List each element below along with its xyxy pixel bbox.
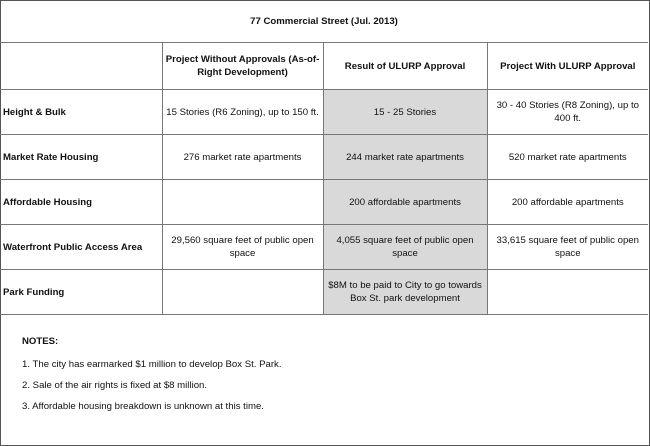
table-cell: 15 Stories (R6 Zoning), up to 150 ft. — [162, 90, 323, 135]
note-item: 1. The city has earmarked $1 million to develop Box St. Park. — [22, 359, 282, 370]
row-label: Affordable Housing — [0, 180, 162, 225]
table-title: 77 Commercial Street (Jul. 2013) — [0, 0, 648, 43]
note-item: 3. Affordable housing breakdown is unknown at this time. — [22, 401, 264, 412]
row-label: Park Funding — [0, 270, 162, 315]
table-cell: 200 affordable apartments — [487, 180, 648, 225]
table-cell: 276 market rate apartments — [162, 135, 323, 180]
row-label: Waterfront Public Access Area — [0, 225, 162, 270]
table-cell: 4,055 square feet of public open space — [323, 225, 487, 270]
row-label: Market Rate Housing — [0, 135, 162, 180]
table-cell: 33,615 square feet of public open space — [487, 225, 648, 270]
title-row — [0, 0, 648, 43]
table-cell: 29,560 square feet of public open space — [162, 225, 323, 270]
table-row — [0, 270, 648, 315]
col-header-with-approval: Project With ULURP Approval — [487, 43, 648, 90]
table-cell: 30 - 40 Stories (R8 Zoning), up to 400 ft. — [487, 90, 648, 135]
header-row — [0, 43, 648, 90]
table-cell — [487, 270, 648, 315]
table-row — [0, 90, 648, 135]
corner-cell — [0, 43, 162, 90]
col-header-ulurp-result: Result of ULURP Approval — [323, 43, 487, 90]
table-cell: 15 - 25 Stories — [323, 90, 487, 135]
col-header-without-approvals: Project Without Approvals (As-of-Right Development) — [162, 43, 323, 90]
table-cell: 200 affordable apartments — [323, 180, 487, 225]
table-cell: $8M to be paid to City to go towards Box St. park development — [323, 270, 487, 315]
row-label: Height & Bulk — [0, 90, 162, 135]
notes-heading: NOTES: — [22, 336, 59, 347]
notes-section — [22, 336, 282, 422]
table-row — [0, 180, 648, 225]
table-cell — [162, 180, 323, 225]
table-cell: 244 market rate apartments — [323, 135, 487, 180]
table-row — [0, 135, 648, 180]
note-item: 2. Sale of the air rights is fixed at $8 million. — [22, 380, 208, 391]
table-row — [0, 225, 648, 270]
table-cell — [162, 270, 323, 315]
table-cell: 520 market rate apartments — [487, 135, 648, 180]
